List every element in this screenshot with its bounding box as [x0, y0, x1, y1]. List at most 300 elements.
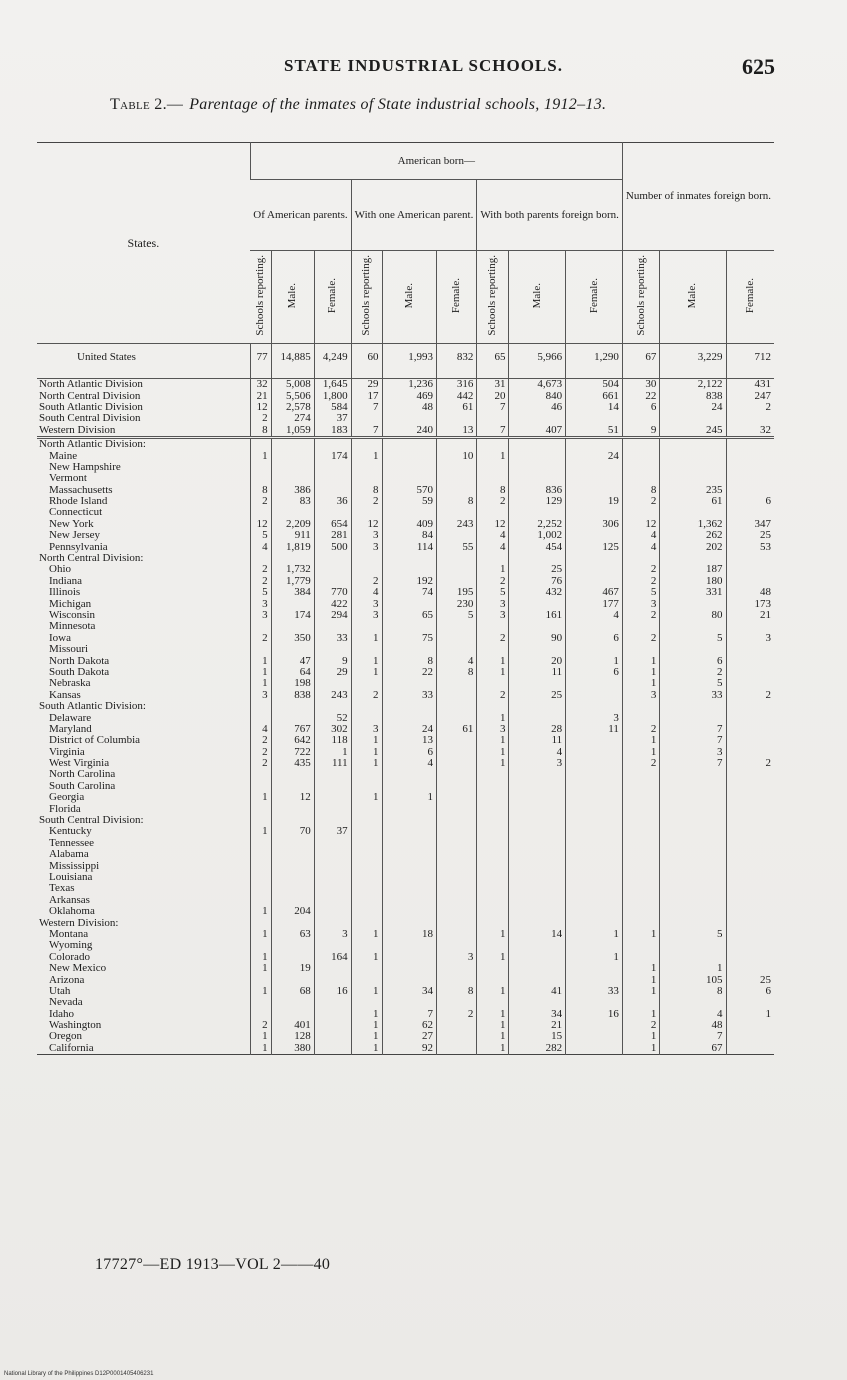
column-header — [271, 251, 314, 344]
table-cell — [436, 413, 476, 424]
table-cell — [314, 437, 351, 450]
table-cell: 183 — [314, 425, 351, 438]
table-cell — [726, 655, 774, 666]
table-cell: 52 — [314, 712, 351, 723]
row-label: United States — [77, 350, 136, 363]
table-cell: 25 — [509, 690, 566, 701]
table-cell: 7 — [477, 402, 509, 413]
table-row — [37, 507, 774, 518]
table-cell: 204 — [271, 906, 314, 917]
table-cell — [382, 940, 436, 951]
table-cell: 15 — [509, 1031, 566, 1042]
table-row — [37, 541, 774, 552]
table-cell: 90 — [509, 633, 566, 644]
american-born-header: American born— — [250, 143, 622, 180]
table-cell: 836 — [509, 485, 566, 496]
table-cell — [351, 701, 382, 712]
table-cell: 4 — [477, 530, 509, 541]
table-row — [37, 587, 774, 598]
table-cell — [351, 413, 382, 424]
table-cell — [436, 906, 476, 917]
table-cell — [436, 576, 476, 587]
table-cell — [726, 413, 774, 424]
table-cell — [382, 803, 436, 814]
table-row — [37, 701, 774, 712]
column-header — [314, 251, 351, 344]
table-cell: 4 — [622, 530, 660, 541]
table-row — [37, 450, 774, 461]
table-cell — [477, 917, 509, 928]
table-cell: 1 — [477, 1020, 509, 1031]
table-cell: 4 — [509, 747, 566, 758]
table-cell: 1 — [622, 1008, 660, 1019]
table-cell — [726, 644, 774, 655]
table-cell — [477, 507, 509, 518]
table-row — [37, 519, 774, 530]
one-american-parent-header: With one American parent. — [351, 180, 477, 251]
table-cell: 1 — [382, 792, 436, 803]
table-cell: 3 — [250, 690, 271, 701]
table-cell: 407 — [509, 425, 566, 438]
table-cell: 442 — [436, 390, 476, 401]
table-cell: 59 — [382, 496, 436, 507]
table-cell — [566, 553, 623, 564]
table-cell: 10 — [436, 450, 476, 461]
table-cell: 654 — [314, 519, 351, 530]
table-cell — [436, 712, 476, 723]
table-cell: 1 — [351, 952, 382, 963]
table-cell — [622, 621, 660, 632]
table-cell — [250, 917, 271, 928]
table-cell — [566, 781, 623, 792]
table-row — [37, 564, 774, 575]
row-label: New York — [49, 518, 94, 530]
table-cell — [436, 485, 476, 496]
column-header-label: Schools reporting. — [360, 255, 373, 336]
table-cell: 5 — [660, 633, 726, 644]
table-cell: 1 — [250, 986, 271, 997]
table-cell — [566, 1020, 623, 1031]
table-cell — [726, 952, 774, 963]
table-cell — [314, 917, 351, 928]
table-cell — [382, 952, 436, 963]
table-cell: 9 — [314, 655, 351, 666]
row-label: Western Division — [39, 424, 116, 436]
table-cell — [660, 621, 726, 632]
table-cell: 570 — [382, 485, 436, 496]
table-cell: 32 — [250, 379, 271, 391]
table-cell — [250, 473, 271, 484]
row-label: Nebraska — [49, 678, 91, 690]
table-cell: 34 — [382, 986, 436, 997]
table-cell: 584 — [314, 402, 351, 413]
table-cell — [566, 1031, 623, 1042]
table-cell — [250, 781, 271, 792]
table-cell — [726, 929, 774, 940]
table-cell — [622, 860, 660, 871]
table-cell: 1,993 — [382, 344, 436, 371]
table-cell: 2 — [250, 633, 271, 644]
row-label: Maryland — [49, 723, 92, 735]
table-cell — [566, 462, 623, 473]
table-row — [37, 437, 774, 450]
table-cell: 4 — [566, 610, 623, 621]
table-cell: 76 — [509, 576, 566, 587]
table-cell: 840 — [509, 390, 566, 401]
table-row — [37, 530, 774, 541]
table-cell: 1,645 — [314, 379, 351, 391]
row-label: North Central Division: — [39, 552, 144, 565]
table-cell — [250, 769, 271, 780]
table-cell — [314, 462, 351, 473]
row-label: Massachusetts — [49, 484, 113, 496]
table-cell — [382, 860, 436, 871]
table-cell — [250, 553, 271, 564]
table-cell: 2 — [622, 633, 660, 644]
table-cell: 1 — [622, 678, 660, 689]
table-cell: 347 — [726, 519, 774, 530]
table-cell: 1 — [477, 747, 509, 758]
table-cell — [271, 952, 314, 963]
table-cell: 2 — [622, 1020, 660, 1031]
table-cell: 1 — [622, 974, 660, 985]
table-cell — [509, 974, 566, 985]
table-cell — [509, 553, 566, 564]
table-cell — [477, 872, 509, 883]
table-cell — [726, 437, 774, 450]
table-cell — [622, 462, 660, 473]
table-cell: 235 — [660, 485, 726, 496]
table-cell — [622, 644, 660, 655]
table-cell: 3 — [660, 747, 726, 758]
table-cell: 32 — [726, 425, 774, 438]
table-cell: 6 — [622, 402, 660, 413]
table-cell — [660, 792, 726, 803]
table-cell — [509, 712, 566, 723]
row-label: Kentucky — [49, 826, 92, 838]
table-cell: 4 — [477, 541, 509, 552]
table-row — [37, 1008, 774, 1019]
table-cell — [314, 815, 351, 826]
table-cell — [509, 413, 566, 424]
table-cell: 5,008 — [271, 379, 314, 391]
table-cell — [271, 883, 314, 894]
table-cell — [351, 564, 382, 575]
row-label: Delaware — [49, 712, 92, 724]
table-cell: 2 — [250, 758, 271, 769]
table-cell — [477, 895, 509, 906]
table-cell — [660, 917, 726, 928]
row-label: Idaho — [49, 1008, 75, 1020]
table-cell — [382, 712, 436, 723]
table-cell — [477, 974, 509, 985]
table-cell: 302 — [314, 724, 351, 735]
row-label: Vermont — [49, 473, 87, 485]
table-cell: 3 — [622, 690, 660, 701]
table-cell: 2 — [477, 496, 509, 507]
table-cell — [509, 450, 566, 461]
table-cell — [271, 860, 314, 871]
table-cell — [250, 838, 271, 849]
table-cell — [509, 952, 566, 963]
table-cell — [351, 553, 382, 564]
column-header — [726, 251, 774, 344]
table-cell: 1 — [477, 929, 509, 940]
table-cell — [566, 997, 623, 1008]
table-cell: 3 — [726, 633, 774, 644]
table-cell — [566, 678, 623, 689]
column-header — [436, 251, 476, 344]
table-cell — [566, 963, 623, 974]
table-cell — [660, 838, 726, 849]
table-cell: 6 — [660, 655, 726, 666]
table-cell: 17 — [351, 390, 382, 401]
table-cell — [314, 769, 351, 780]
table-cell: 21 — [509, 1020, 566, 1031]
table-cell: 454 — [509, 541, 566, 552]
row-label: Florida — [49, 803, 81, 815]
caption-text: Parentage of the inmates of State industrial schools, 1912–13. — [189, 96, 607, 113]
table-row — [37, 655, 774, 666]
table-row — [37, 496, 774, 507]
table-cell — [509, 678, 566, 689]
table-cell: 1 — [477, 735, 509, 746]
table-cell: 3 — [351, 541, 382, 552]
table-cell: 1 — [351, 1043, 382, 1055]
table-body — [37, 344, 774, 1055]
table-cell — [436, 437, 476, 450]
table-cell — [250, 462, 271, 473]
table-row — [37, 838, 774, 849]
table-cell: 504 — [566, 379, 623, 391]
table-cell: 2 — [622, 610, 660, 621]
table-cell — [477, 462, 509, 473]
table-cell: 24 — [566, 450, 623, 461]
table-cell: 67 — [622, 344, 660, 371]
table-cell: 21 — [250, 390, 271, 401]
table-cell — [622, 940, 660, 951]
table-cell — [509, 963, 566, 974]
table-cell: 12 — [477, 519, 509, 530]
table-cell — [314, 849, 351, 860]
table-cell — [622, 712, 660, 723]
table-cell: 1 — [250, 655, 271, 666]
table-cell: 12 — [250, 519, 271, 530]
table-cell — [271, 644, 314, 655]
table-cell: 2,578 — [271, 402, 314, 413]
table-cell — [726, 507, 774, 518]
table-cell — [477, 963, 509, 974]
table-cell — [436, 735, 476, 746]
american-parents-header: Of American parents. — [250, 180, 351, 251]
table-cell: 1 — [660, 963, 726, 974]
table-cell: 1 — [622, 655, 660, 666]
row-label: Oklahoma — [49, 905, 95, 918]
row-label: Mississippi — [49, 860, 100, 872]
table-cell — [726, 735, 774, 746]
table-cell — [726, 473, 774, 484]
table-row — [37, 872, 774, 883]
table-cell: 11 — [509, 667, 566, 678]
table-cell: 29 — [314, 667, 351, 678]
table-cell: 281 — [314, 530, 351, 541]
row-label: Montana — [49, 928, 89, 940]
table-cell — [622, 849, 660, 860]
table-cell: 19 — [566, 496, 623, 507]
table-cell: 1 — [250, 1043, 271, 1055]
column-header — [622, 251, 660, 344]
table-cell: 2 — [250, 413, 271, 424]
table-cell: 8 — [660, 986, 726, 997]
table-cell — [726, 849, 774, 860]
table-cell — [382, 769, 436, 780]
table-cell: 3 — [436, 952, 476, 963]
table-cell — [477, 678, 509, 689]
table-cell: 3,229 — [660, 344, 726, 371]
table-cell — [314, 803, 351, 814]
table-cell — [477, 473, 509, 484]
table-row — [37, 974, 774, 985]
table-cell — [660, 598, 726, 609]
table-cell — [726, 553, 774, 564]
table-row — [37, 906, 774, 917]
table-cell: 4 — [250, 541, 271, 552]
table-cell: 230 — [436, 598, 476, 609]
row-label: North Atlantic Division: — [37, 437, 250, 450]
table-cell — [726, 997, 774, 1008]
table-cell — [660, 872, 726, 883]
table-cell — [351, 678, 382, 689]
table-cell — [566, 803, 623, 814]
table-cell — [271, 462, 314, 473]
table-cell — [314, 564, 351, 575]
table-cell: 12 — [622, 519, 660, 530]
table-cell — [382, 507, 436, 518]
table-cell — [566, 413, 623, 424]
row-label: Virginia — [49, 746, 85, 758]
table-cell — [314, 906, 351, 917]
table-cell — [314, 1031, 351, 1042]
table-cell — [314, 883, 351, 894]
table-cell — [509, 462, 566, 473]
table-cell: 12 — [351, 519, 382, 530]
table-cell: 187 — [660, 564, 726, 575]
table-cell — [509, 792, 566, 803]
column-header-label: Female. — [587, 277, 600, 314]
table-cell: 177 — [566, 598, 623, 609]
table-cell: 384 — [271, 587, 314, 598]
table-cell — [271, 701, 314, 712]
row-label: Western Division: — [39, 917, 119, 929]
table-cell — [436, 747, 476, 758]
table-cell — [477, 815, 509, 826]
table-cell — [314, 838, 351, 849]
table-cell — [726, 462, 774, 473]
table-cell: 469 — [382, 390, 436, 401]
table-cell: 8 — [250, 425, 271, 438]
column-header — [509, 251, 566, 344]
table-cell — [436, 917, 476, 928]
table-cell: 14 — [509, 929, 566, 940]
table-cell: 1 — [250, 678, 271, 689]
table-cell — [477, 792, 509, 803]
table-cell — [271, 997, 314, 1008]
table-cell: 2 — [436, 1008, 476, 1019]
table-cell — [566, 530, 623, 541]
table-cell — [566, 758, 623, 769]
table-cell — [622, 413, 660, 424]
table-cell: 53 — [726, 541, 774, 552]
states-header: States. — [37, 143, 250, 344]
table-cell — [660, 553, 726, 564]
table-row — [37, 344, 774, 371]
table-cell: 1 — [622, 986, 660, 997]
table-cell — [726, 883, 774, 894]
both-foreign-parents-header: With both parents foreign born. — [477, 180, 623, 251]
table-row — [37, 1031, 774, 1042]
table-cell: 1 — [250, 667, 271, 678]
table-cell — [314, 644, 351, 655]
table-cell — [660, 769, 726, 780]
table-cell — [566, 860, 623, 871]
table-cell — [436, 803, 476, 814]
table-cell: 2 — [726, 402, 774, 413]
table-cell — [314, 974, 351, 985]
table-cell: 642 — [271, 735, 314, 746]
table-row — [37, 849, 774, 860]
table-cell — [250, 872, 271, 883]
row-label: Michigan — [49, 598, 92, 610]
table-cell: 8 — [436, 667, 476, 678]
table-cell — [271, 872, 314, 883]
table-cell — [436, 849, 476, 860]
table-row — [37, 724, 774, 735]
table-cell — [314, 1020, 351, 1031]
table-cell — [382, 473, 436, 484]
table-cell — [436, 564, 476, 575]
table-cell: 14 — [566, 402, 623, 413]
row-label: Illinois — [49, 587, 81, 599]
table-cell — [250, 621, 271, 632]
table-cell — [271, 849, 314, 860]
table-cell — [314, 895, 351, 906]
table-cell — [314, 792, 351, 803]
table-cell: 75 — [382, 633, 436, 644]
table-cell — [271, 974, 314, 985]
table-cell — [726, 747, 774, 758]
table-cell: 33 — [382, 690, 436, 701]
table-cell: 3 — [250, 610, 271, 621]
row-label: Utah — [49, 985, 71, 997]
table-row — [37, 644, 774, 655]
table-cell: 245 — [660, 425, 726, 438]
table-cell — [477, 781, 509, 792]
table-cell — [477, 553, 509, 564]
table-cell — [622, 815, 660, 826]
table-cell — [314, 1008, 351, 1019]
table-row — [37, 621, 774, 632]
table-cell: 1 — [726, 1008, 774, 1019]
table-cell — [726, 576, 774, 587]
table-cell — [622, 883, 660, 894]
table-cell — [509, 621, 566, 632]
foreign-born-header: Number of inmates foreign born. — [622, 143, 774, 251]
table-cell: 7 — [660, 735, 726, 746]
row-label: Wyoming — [49, 940, 93, 952]
table-cell: 83 — [271, 496, 314, 507]
table-cell: 2 — [351, 496, 382, 507]
column-header-label: Schools reporting. — [253, 255, 266, 336]
